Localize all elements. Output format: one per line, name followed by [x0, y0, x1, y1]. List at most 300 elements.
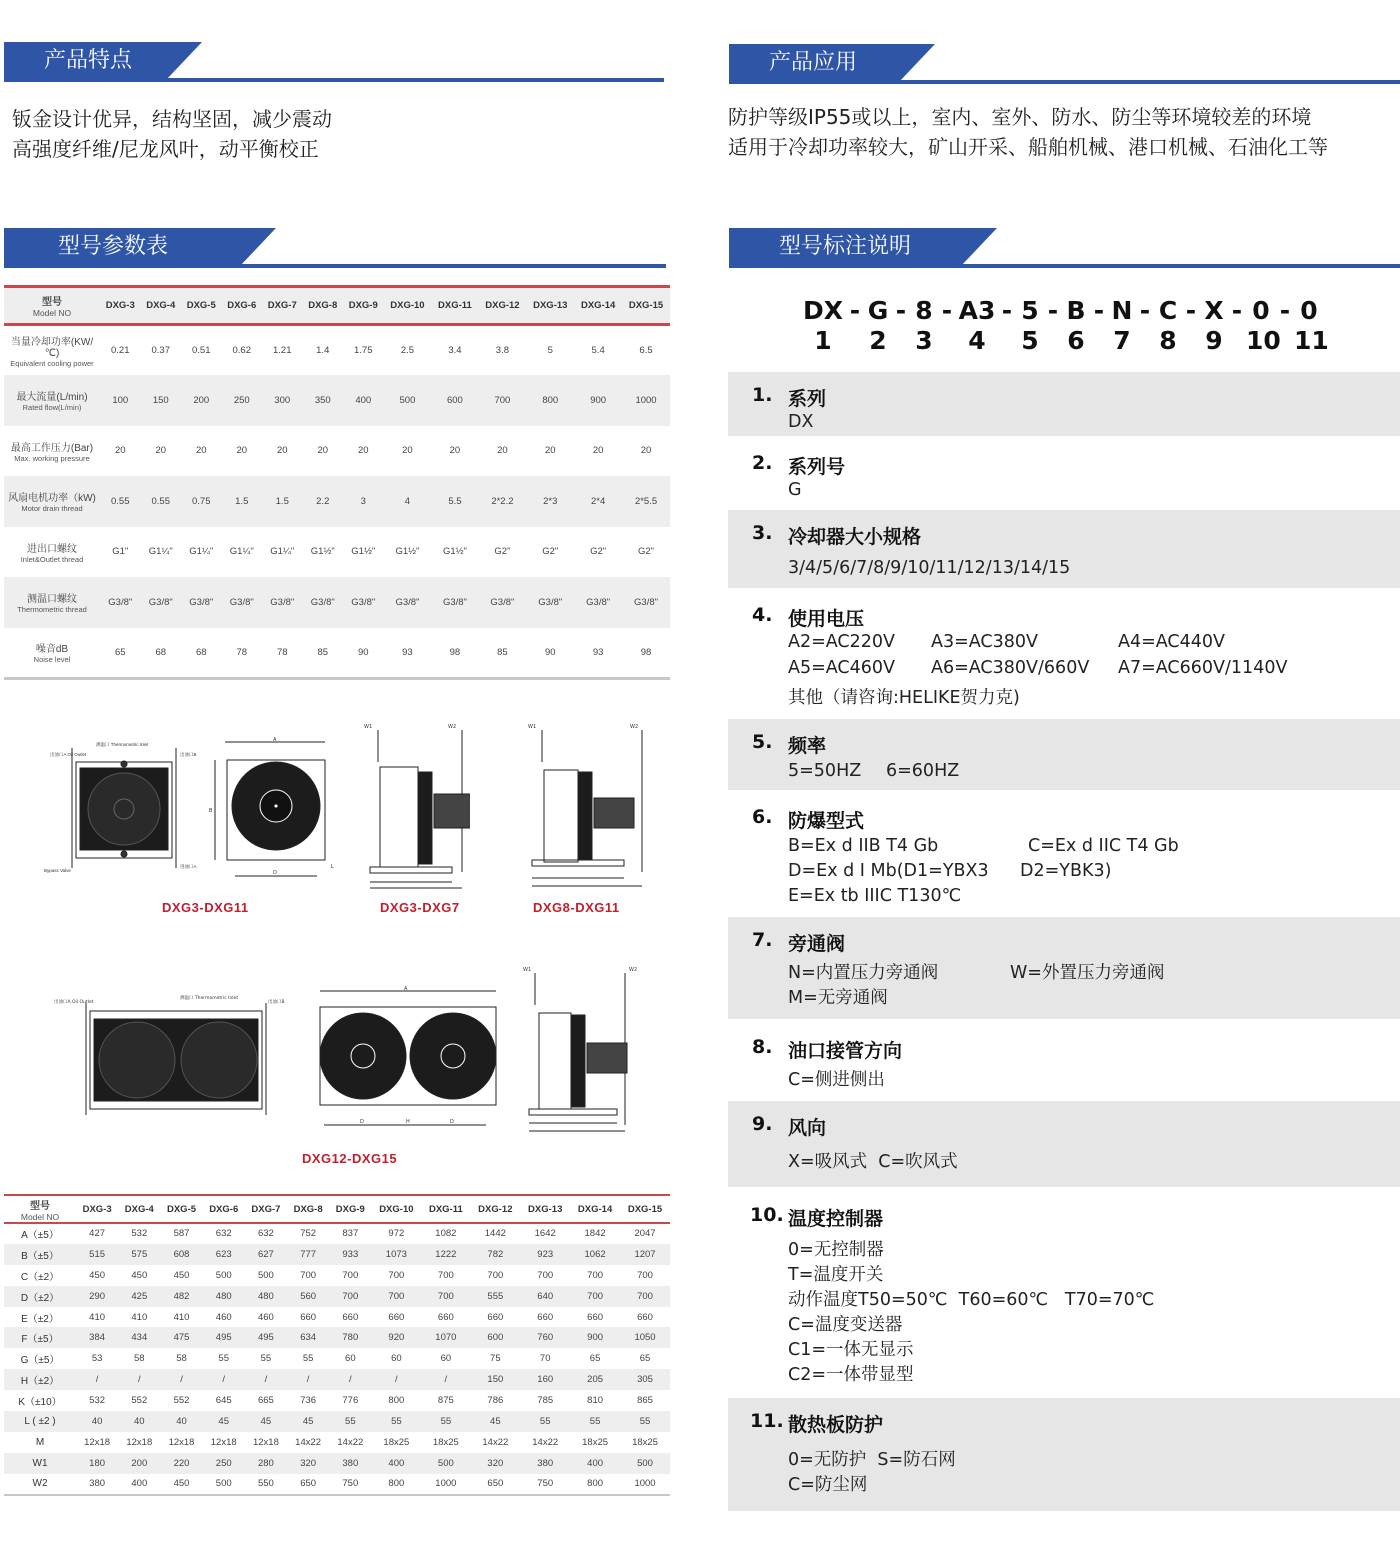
- table-cell: 14x22: [295, 1436, 322, 1448]
- svg-text:出油口B: 出油口B: [268, 1000, 285, 1005]
- table-cell: 220: [173, 1457, 190, 1469]
- row-label: H（±2）: [20, 1376, 60, 1388]
- row-label: C（±2）: [20, 1271, 60, 1283]
- spec-table-row: [4, 577, 670, 628]
- table-cell: 1050: [634, 1332, 656, 1344]
- dimension-table-header-row: [4, 1195, 670, 1223]
- table-cell: 380: [342, 1457, 359, 1469]
- table-cell: 55: [302, 1353, 314, 1365]
- code-item: [728, 510, 1400, 588]
- table-cell: 515: [89, 1248, 106, 1260]
- table-cell: 900: [587, 1332, 604, 1344]
- table-cell: 70: [539, 1353, 551, 1365]
- table-cell: 78: [236, 646, 248, 658]
- model-col: DXG-13: [528, 1203, 563, 1215]
- table-cell: 650: [487, 1478, 504, 1490]
- table-cell: 575: [131, 1248, 148, 1260]
- dimension-table: [4, 1194, 670, 1496]
- row-label: D（±2）: [20, 1292, 60, 1304]
- item-number: 5.: [752, 731, 773, 753]
- row-label: 噪音dB Noise level: [33, 644, 71, 664]
- table-cell: /: [95, 1374, 99, 1386]
- table-cell: 55: [440, 1415, 452, 1427]
- code-item: [728, 592, 1400, 714]
- item-number: 8.: [752, 1036, 773, 1058]
- item-option: A4=AC440V: [1118, 632, 1226, 652]
- item-number: 11.: [750, 1410, 784, 1432]
- row-label: 风扇电机功率（kW) Motor drain thread: [8, 493, 96, 514]
- table-cell: 98: [640, 646, 652, 658]
- table-cell: 634: [300, 1332, 317, 1344]
- table-cell: 2*4: [591, 495, 606, 507]
- table-cell: 45: [302, 1415, 314, 1427]
- table-cell: 450: [131, 1269, 148, 1281]
- code-segment: C: [1158, 296, 1178, 325]
- code-item: [728, 440, 1400, 506]
- table-cell: 45: [218, 1415, 229, 1427]
- table-cell: 3: [360, 495, 366, 507]
- model-col: DXG-3: [105, 300, 135, 311]
- table-cell: 0.21: [111, 345, 130, 356]
- table-cell: 180: [89, 1457, 106, 1469]
- table-cell: 1.75: [354, 345, 373, 356]
- header-rule: [729, 264, 1400, 268]
- table-cell: 552: [131, 1395, 148, 1407]
- model-no-header: 型号 Model NO: [20, 1200, 60, 1222]
- table-cell: 45: [260, 1415, 272, 1427]
- table-cell: 65: [639, 1353, 651, 1365]
- table-cell: 660: [437, 1311, 454, 1323]
- table-cell: 1207: [634, 1248, 656, 1260]
- item-number: 6.: [752, 806, 773, 828]
- model-col: DXG-14: [577, 1203, 613, 1215]
- table-cell: 20: [402, 445, 413, 457]
- model-col: DXG-6: [227, 300, 257, 311]
- code-separator: -: [1001, 296, 1013, 325]
- row-label: 最高工作压力(Bar) Max. working pressure: [10, 442, 94, 463]
- table-cell: 480: [215, 1290, 232, 1302]
- code-segment: 0: [1252, 296, 1270, 325]
- code-index: 3: [915, 326, 933, 355]
- table-cell: 384: [89, 1332, 106, 1344]
- item-option: 动作温度T50=50℃ T60=60℃ T70=70℃: [788, 1290, 1155, 1310]
- svg-text:进油口A: 进油口A: [180, 864, 197, 869]
- row-label: K（±10）: [18, 1397, 62, 1409]
- table-cell: 0.55: [111, 495, 130, 507]
- table-cell: 600: [487, 1332, 504, 1344]
- table-cell: 85: [317, 646, 329, 658]
- table-cell: 700: [494, 394, 511, 406]
- code-separator: -: [1279, 296, 1291, 325]
- code-index: 6: [1067, 326, 1085, 355]
- table-cell: 700: [342, 1269, 359, 1281]
- table-cell: 700: [342, 1290, 359, 1302]
- table-cell: 150: [152, 394, 169, 406]
- table-cell: 920: [388, 1332, 405, 1344]
- table-cell: 40: [91, 1415, 103, 1427]
- table-cell: 1.5: [235, 495, 249, 507]
- table-cell: 60: [345, 1353, 356, 1365]
- table-cell: 700: [587, 1290, 604, 1302]
- code-separator: -: [895, 296, 907, 325]
- code-index: [998, 326, 1016, 356]
- table-cell: 623: [215, 1248, 232, 1260]
- svg-text:W1: W1: [523, 967, 532, 973]
- table-cell: G3/8": [310, 596, 335, 608]
- table-cell: 58: [176, 1353, 187, 1365]
- table-cell: 93: [592, 646, 604, 658]
- table-cell: 1062: [584, 1248, 606, 1260]
- dimension-table-row: [4, 1244, 670, 1265]
- svg-text:D: D: [360, 1119, 364, 1125]
- table-cell: 800: [388, 1395, 405, 1407]
- table-cell: 320: [487, 1457, 504, 1469]
- table-cell: 400: [388, 1457, 405, 1469]
- table-cell: 785: [537, 1395, 554, 1407]
- table-cell: 380: [89, 1478, 106, 1490]
- header-rule: [729, 80, 1400, 84]
- code-index: [1090, 326, 1108, 356]
- model-col: DXG-13: [533, 300, 568, 311]
- model-col: DXG-11: [438, 300, 472, 311]
- svg-text:A: A: [404, 986, 408, 992]
- table-cell: 300: [274, 394, 291, 406]
- table-cell: 1.5: [275, 495, 289, 507]
- table-cell: 500: [637, 1457, 653, 1469]
- table-cell: 700: [587, 1269, 604, 1281]
- table-cell: 400: [131, 1478, 148, 1490]
- table-cell: 90: [544, 646, 556, 658]
- item-option: C=防尘网: [788, 1475, 868, 1495]
- table-cell: 800: [587, 1478, 604, 1490]
- code-separator: -: [1139, 296, 1151, 325]
- code-item: [728, 1398, 1400, 1511]
- table-cell: G2": [638, 546, 655, 558]
- svg-text:W2: W2: [629, 967, 638, 973]
- item-title: 防爆型式: [788, 810, 865, 832]
- table-cell: 20: [114, 445, 126, 457]
- model-col: DXG-5: [186, 300, 216, 311]
- code-index: 11: [1294, 326, 1329, 355]
- table-cell: 45: [490, 1415, 501, 1427]
- model-col: DXG-10: [379, 1203, 414, 1215]
- table-cell: 736: [300, 1395, 317, 1407]
- item-title: 频率: [788, 735, 827, 757]
- table-cell: G1½": [395, 546, 420, 558]
- table-cell: 280: [257, 1457, 274, 1469]
- table-cell: 0.62: [232, 345, 251, 356]
- table-cell: 98: [449, 646, 461, 658]
- row-label: 当量冷却功率(KW/℃) Equivalent cooling power: [10, 337, 94, 368]
- table-cell: 460: [257, 1311, 274, 1323]
- table-cell: 837: [342, 1228, 359, 1240]
- table-cell: 12x18: [252, 1436, 279, 1448]
- item-option: W=外置压力旁通阀: [1010, 963, 1165, 983]
- item-option: 3/4/5/6/7/8/9/10/11/12/13/14/15: [788, 558, 1071, 578]
- table-cell: 587: [173, 1228, 190, 1240]
- table-cell: 55: [639, 1415, 651, 1427]
- table-cell: 55: [260, 1353, 272, 1365]
- table-cell: 60: [391, 1353, 402, 1365]
- table-cell: 400: [355, 394, 372, 406]
- svg-text:A: A: [273, 737, 277, 743]
- item-title: 油口接管方向: [788, 1040, 903, 1062]
- table-cell: 53: [91, 1353, 103, 1365]
- code-item: [728, 1101, 1400, 1187]
- code-segment: G: [867, 296, 889, 325]
- table-cell: 933: [342, 1248, 359, 1260]
- dimension-table-row: [4, 1223, 670, 1244]
- table-cell: 800: [542, 394, 559, 406]
- item-option: C2=一体带显型: [788, 1365, 914, 1385]
- table-cell: 305: [637, 1374, 653, 1386]
- table-cell: 65: [589, 1353, 601, 1365]
- table-cell: 0.51: [192, 345, 211, 356]
- table-cell: 632: [215, 1228, 232, 1240]
- table-cell: 14x22: [482, 1436, 509, 1448]
- code-segment: 8: [915, 296, 933, 325]
- table-cell: G1¼": [189, 546, 214, 558]
- table-cell: 2*3: [543, 495, 558, 507]
- table-cell: 500: [215, 1478, 232, 1490]
- table-cell: 410: [89, 1311, 106, 1323]
- model-col: DXG-10: [390, 300, 425, 311]
- table-cell: 1842: [584, 1228, 606, 1240]
- table-cell: 55: [391, 1415, 402, 1427]
- svg-text:Bypass Valve: Bypass Valve: [44, 868, 71, 873]
- table-cell: /: [306, 1374, 310, 1386]
- code-index: [1044, 326, 1062, 356]
- features-title: 产品特点: [4, 42, 166, 80]
- table-cell: 500: [399, 394, 416, 406]
- table-cell: 660: [487, 1311, 504, 1323]
- code-index: 4: [968, 326, 986, 355]
- table-cell: 632: [257, 1228, 274, 1240]
- code-item: [728, 794, 1400, 912]
- row-label: M: [35, 1436, 45, 1448]
- item-title: 系列号: [788, 456, 846, 478]
- row-label: 最大流量(L/min) Rated flow(L/min): [16, 392, 88, 413]
- table-cell: 627: [257, 1248, 274, 1260]
- model-col: DXG-3: [82, 1203, 112, 1215]
- table-cell: 450: [89, 1269, 106, 1281]
- drawing-dxg3-11-front: [44, 740, 204, 880]
- table-cell: 4: [404, 495, 411, 507]
- table-cell: 427: [89, 1228, 106, 1240]
- model-col: DXG-4: [146, 300, 176, 311]
- table-cell: 495: [215, 1332, 232, 1344]
- table-cell: 2047: [634, 1228, 656, 1240]
- item-number: 2.: [752, 452, 773, 474]
- table-cell: 0.75: [192, 495, 211, 507]
- item-option: C=Ex d IIC T4 Gb: [1028, 836, 1179, 856]
- table-cell: 660: [637, 1311, 653, 1323]
- table-cell: 776: [342, 1395, 359, 1407]
- table-cell: 65: [114, 646, 126, 658]
- svg-text:出油口B: 出油口B: [180, 752, 197, 757]
- svg-text:出油口A Oil Outlet: 出油口A Oil Outlet: [54, 1000, 94, 1005]
- svg-text:W1: W1: [364, 724, 373, 730]
- table-cell: 20: [357, 445, 369, 457]
- table-cell: 68: [195, 646, 207, 658]
- table-cell: G2": [542, 546, 559, 558]
- table-cell: 750: [342, 1478, 359, 1490]
- table-cell: G1¼": [229, 546, 254, 558]
- header-rule: [4, 264, 666, 268]
- model-col: DXG-12: [485, 300, 520, 311]
- svg-text:B: B: [209, 808, 213, 814]
- table-cell: 3.8: [495, 345, 510, 356]
- drawing-caption: DXG3-DXG11: [162, 900, 249, 915]
- table-cell: 6.5: [639, 345, 653, 356]
- table-cell: G3/8": [395, 596, 420, 608]
- code-item: [728, 917, 1400, 1019]
- code-index: 8: [1159, 326, 1177, 355]
- table-cell: G3/8": [270, 596, 295, 608]
- table-cell: 786: [487, 1395, 504, 1407]
- item-option: D=Ex d I Mb(D1=YBX3: [788, 861, 989, 881]
- row-label: L ( ±2 ): [24, 1415, 56, 1427]
- item-option: G: [788, 480, 802, 500]
- table-cell: 100: [112, 394, 129, 406]
- table-cell: 1.4: [316, 345, 330, 356]
- code-index: [1136, 326, 1154, 356]
- code-item: [728, 719, 1400, 790]
- code-item: [728, 372, 1400, 436]
- row-label: E（±2）: [21, 1313, 59, 1325]
- table-cell: 780: [342, 1332, 359, 1344]
- spec-table-row: [4, 628, 670, 679]
- table-cell: 532: [89, 1395, 106, 1407]
- spec-table-row: [4, 426, 670, 477]
- item-option: C1=一体无显示: [788, 1340, 914, 1360]
- code-segment: A3: [958, 296, 996, 325]
- drawing-dxg3-11-side: [205, 736, 345, 886]
- dimension-table-row: [4, 1265, 670, 1286]
- table-cell: G3/8": [148, 596, 173, 608]
- item-option: C=温度变送器: [788, 1315, 903, 1335]
- code-item: [728, 1192, 1400, 1397]
- item-option: DX: [788, 412, 814, 432]
- item-option: T=温度开关: [788, 1265, 884, 1285]
- code-separator: -: [941, 296, 953, 325]
- table-cell: 660: [342, 1311, 359, 1323]
- table-cell: 700: [637, 1290, 653, 1302]
- table-cell: 75: [490, 1353, 501, 1365]
- table-cell: /: [264, 1374, 268, 1386]
- item-option: E=Ex tb IIIC T130℃: [788, 886, 962, 906]
- table-cell: G3/8": [229, 596, 254, 608]
- item-option: A7=AC660V/1140V: [1118, 658, 1288, 678]
- code-segments: [800, 296, 1330, 326]
- table-cell: 12x18: [210, 1436, 237, 1448]
- item-option: 其他（请咨询:HELIKE贺力克): [788, 688, 1020, 708]
- item-option: A6=AC380V/660V: [931, 658, 1090, 678]
- application-desc: [728, 102, 1328, 162]
- table-cell: 660: [388, 1311, 405, 1323]
- table-cell: 20: [236, 445, 248, 457]
- table-cell: 1000: [435, 1478, 457, 1490]
- table-cell: 650: [300, 1478, 317, 1490]
- code-separator: -: [1231, 296, 1243, 325]
- table-cell: 12x18: [84, 1436, 111, 1448]
- item-number: 3.: [752, 522, 773, 544]
- item-option: X=吸风式 C=吹风式: [788, 1152, 958, 1172]
- table-cell: 495: [257, 1332, 274, 1344]
- table-cell: 2.5: [400, 345, 415, 356]
- svg-text:D: D: [273, 870, 277, 876]
- table-cell: 18x25: [432, 1436, 459, 1448]
- table-cell: 18x25: [582, 1436, 609, 1448]
- table-cell: 1070: [435, 1332, 457, 1344]
- table-cell: 58: [134, 1353, 145, 1365]
- drawing-dxg12-15-front: [40, 985, 300, 1125]
- table-cell: /: [349, 1374, 352, 1386]
- table-cell: 2*5.5: [634, 495, 658, 507]
- spec-table-row: [4, 325, 670, 376]
- code-segment: N: [1111, 296, 1133, 325]
- drawing-dxg12-15-side: [300, 985, 510, 1135]
- row-label: G（±5）: [20, 1355, 60, 1367]
- code-segment: 0: [1300, 296, 1318, 325]
- row-label: F（±5）: [21, 1334, 59, 1346]
- drawing-dxg12-15-end: [515, 965, 665, 1145]
- table-cell: G3/8": [634, 596, 659, 608]
- dimension-table-row: [4, 1453, 670, 1474]
- feature-line: 钣金设计优异，结构坚固，减少震动: [12, 107, 332, 131]
- model-col: DXG-15: [627, 1203, 663, 1215]
- drawing-dxg8-11-side: [512, 722, 657, 892]
- model-col: DXG-7: [267, 300, 297, 311]
- table-cell: 320: [300, 1457, 317, 1469]
- table-cell: 160: [537, 1374, 554, 1386]
- application-title: 产品应用: [729, 44, 899, 82]
- table-cell: 900: [590, 394, 607, 406]
- code-item: [728, 1024, 1400, 1100]
- table-cell: 700: [388, 1290, 405, 1302]
- model-code-title: 型号标注说明: [729, 228, 961, 266]
- table-cell: G1": [112, 546, 129, 558]
- row-label: 进出口螺纹 Inlet&Outlet thread: [20, 543, 84, 564]
- item-option: 6=60HZ: [886, 761, 960, 781]
- model-col: DXG-11: [428, 1203, 463, 1215]
- table-cell: 1442: [484, 1228, 506, 1240]
- table-cell: 972: [388, 1228, 405, 1240]
- row-label: 测温口螺纹 Thermometric thread: [17, 594, 87, 615]
- table-cell: 20: [276, 445, 288, 457]
- table-cell: 500: [215, 1269, 232, 1281]
- dimension-table-row: [4, 1286, 670, 1307]
- table-cell: 410: [131, 1311, 148, 1323]
- spec-table-header: [4, 228, 666, 268]
- table-cell: G3/8": [442, 596, 467, 608]
- table-cell: 3.4: [448, 345, 462, 356]
- table-cell: 760: [537, 1332, 554, 1344]
- table-cell: 700: [388, 1269, 405, 1281]
- table-cell: 425: [131, 1290, 148, 1302]
- table-cell: 90: [357, 646, 369, 658]
- table-cell: 20: [155, 445, 167, 457]
- table-cell: 68: [155, 646, 167, 658]
- code-segment: DX: [802, 296, 844, 325]
- item-option: M=无旁通阀: [788, 988, 888, 1008]
- model-col: DXG-8: [308, 300, 338, 311]
- model-col: DXG-9: [348, 300, 378, 311]
- table-cell: /: [444, 1374, 448, 1386]
- item-option: C=侧进侧出: [788, 1070, 885, 1090]
- model-col: DXG-15: [628, 300, 664, 311]
- code-index: [846, 326, 864, 356]
